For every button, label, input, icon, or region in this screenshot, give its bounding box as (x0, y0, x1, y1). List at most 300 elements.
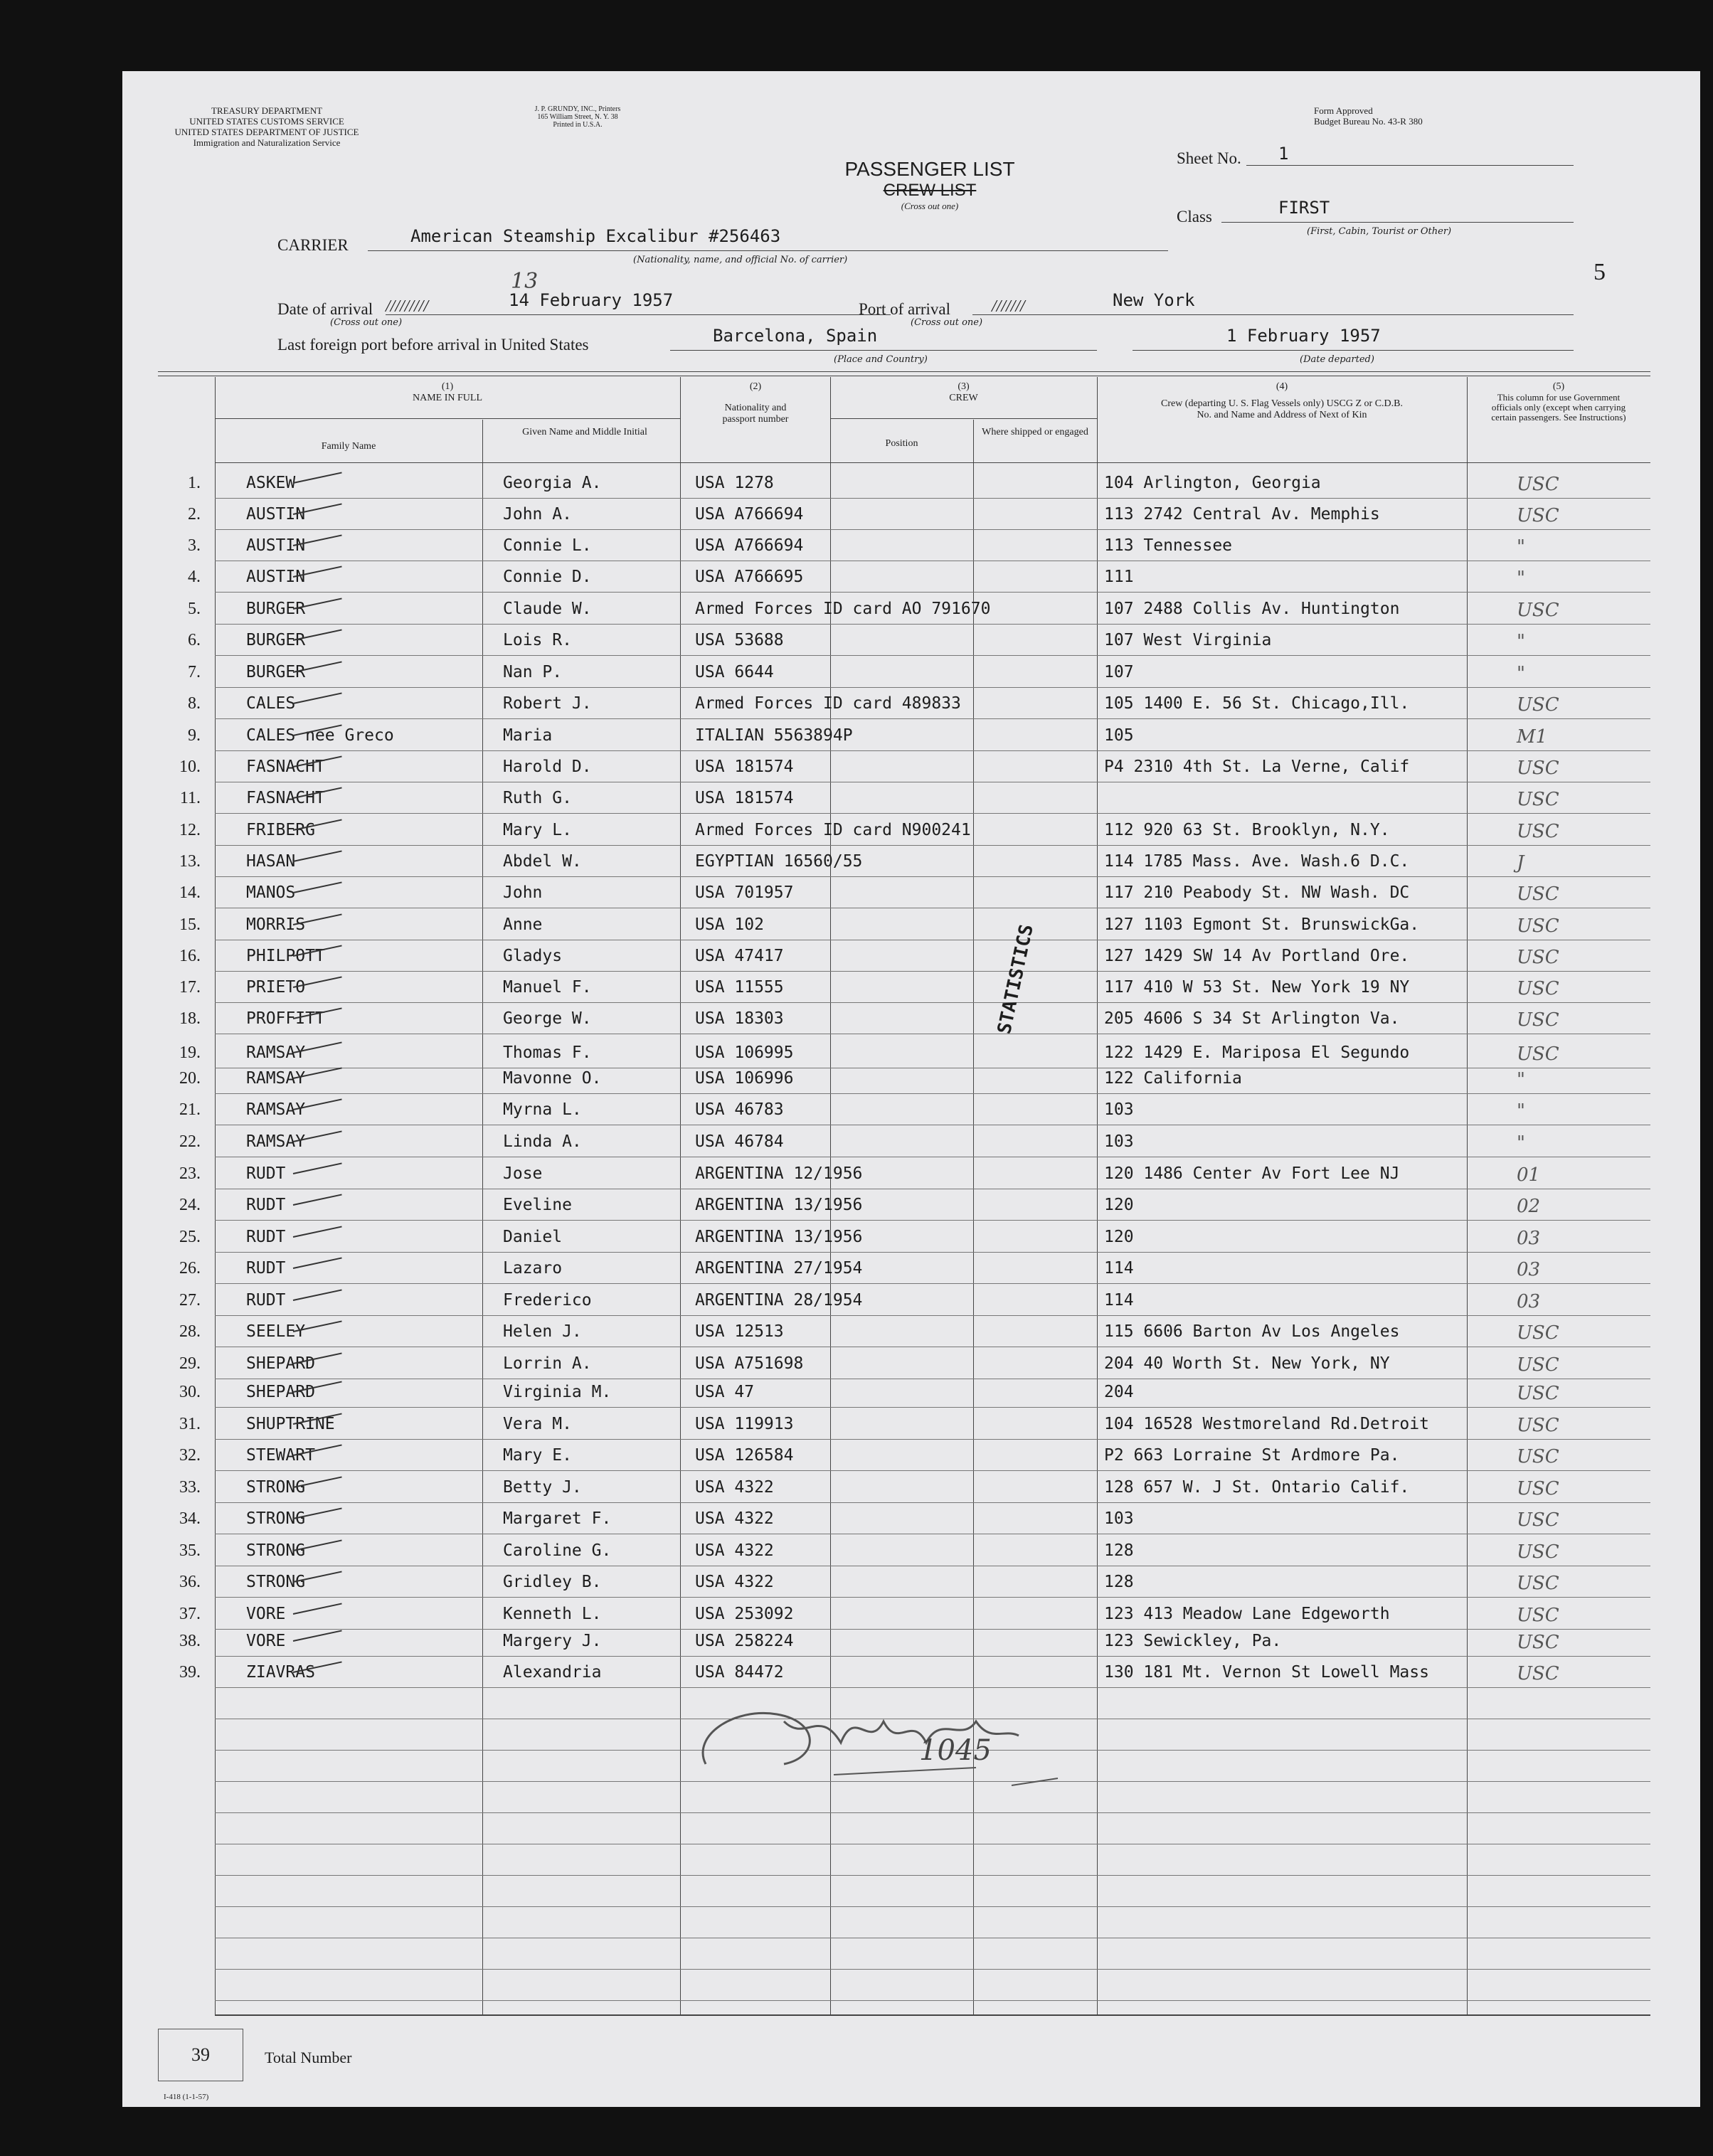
next-of-kin-address: 205 4606 S 34 St Arlington Va. (1104, 1009, 1400, 1028)
table-row (122, 1471, 1700, 1502)
next-of-kin-address: 107 2488 Collis Av. Huntington (1104, 600, 1400, 618)
table-row (122, 876, 1700, 908)
row-number: 35. (179, 1541, 201, 1560)
port-arrival-label: Port of arrival (859, 300, 951, 318)
carrier-value: American Steamship Excalibur #256463 (410, 226, 781, 246)
nationality-passport: USA 181574 (695, 758, 794, 776)
given-name: George W. (503, 1009, 592, 1028)
row-number: 34. (179, 1509, 201, 1528)
family-name: RAMSAY (246, 1044, 306, 1062)
next-of-kin-address: 103 (1104, 1100, 1134, 1119)
family-name: RAMSAY (246, 1100, 306, 1119)
manifest-sheet (122, 71, 1700, 2107)
last-port-label: Last foreign port before arrival in United States (277, 336, 589, 354)
given-name: Gladys (503, 947, 563, 965)
next-of-kin-address: 128 (1104, 1573, 1134, 1591)
next-of-kin-address: 120 1486 Center Av Fort Lee NJ (1104, 1164, 1400, 1183)
family-name: STRONG (246, 1541, 306, 1560)
form-number: I-418 (1-1-57) (164, 2093, 209, 2101)
class-value: FIRST (1278, 198, 1330, 218)
given-name: Myrna L. (503, 1100, 582, 1119)
agency-block (142, 105, 391, 148)
nationality-passport: USA 4322 (695, 1509, 774, 1528)
nationality-passport: USA A766694 (695, 505, 804, 524)
table-row (122, 1408, 1700, 1439)
given-name: Lois R. (503, 631, 572, 649)
given-name: Mary E. (503, 1446, 572, 1465)
next-of-kin-address: 105 (1104, 726, 1134, 745)
row-number: 16. (179, 947, 201, 965)
table-row (122, 719, 1700, 750)
given-name: Betty J. (503, 1478, 582, 1497)
table-row (122, 782, 1700, 813)
blank-row-rule (215, 2000, 1650, 2001)
table-row (122, 561, 1700, 592)
row-number: 31. (179, 1415, 201, 1433)
family-name: RUDT (246, 1228, 286, 1246)
nationality-passport: Armed Forces ID card 489833 (695, 694, 961, 713)
next-of-kin-address: 114 (1104, 1291, 1134, 1310)
form-approved-block (1314, 105, 1423, 127)
next-of-kin-address: 122 1429 E. Mariposa El Segundo (1104, 1044, 1410, 1062)
official-mark: USC (1517, 1415, 1559, 1436)
nationality-passport: USA 102 (695, 915, 764, 934)
row-number: 30. (179, 1383, 201, 1401)
title-cross-out: (Cross out one) (901, 201, 959, 211)
port-cross-out: (Cross out one) (911, 317, 983, 328)
family-name: RUDT (246, 1164, 286, 1183)
row-number: 25. (179, 1228, 201, 1246)
nationality-passport: USA 18303 (695, 1009, 784, 1028)
official-mark: USC (1517, 505, 1559, 526)
official-mark: USC (1517, 1573, 1559, 1594)
table-row (122, 1347, 1700, 1379)
next-of-kin-address: 104 Arlington, Georgia (1104, 474, 1321, 492)
official-mark: USC (1517, 1478, 1559, 1499)
table-row (122, 845, 1700, 876)
family-name: CALES (246, 694, 296, 713)
official-mark: USC (1517, 821, 1559, 842)
row-number: 2. (188, 505, 201, 524)
given-name: Helen J. (503, 1322, 582, 1341)
departed-caption: (Date departed) (1300, 354, 1374, 365)
row-number: 1. (188, 474, 201, 492)
next-of-kin-address: 105 1400 E. 56 St. Chicago,Ill. (1104, 694, 1410, 713)
nationality-passport: USA 1278 (695, 474, 774, 492)
family-name: ZIAVRAS (246, 1663, 315, 1682)
official-mark: USC (1517, 978, 1559, 999)
family-name: RAMSAY (246, 1132, 306, 1151)
family-name: SEELEY (246, 1322, 306, 1341)
given-name: Virginia M. (503, 1383, 612, 1401)
check-mark (293, 692, 342, 704)
row-number: 32. (179, 1446, 201, 1465)
col3-header (830, 381, 1097, 404)
nationality-passport: USA 53688 (695, 631, 784, 649)
next-of-kin-address: 122 California (1104, 1069, 1242, 1088)
official-mark: 01 (1517, 1164, 1541, 1186)
table-row (122, 1252, 1700, 1283)
next-of-kin-address: 123 413 Meadow Lane Edgeworth (1104, 1605, 1390, 1623)
official-mark: USC (1517, 947, 1559, 968)
given-name: Frederico (503, 1291, 592, 1310)
arrival-label: Date of arrival (277, 300, 373, 318)
family-name: FRIBERG (246, 821, 315, 839)
official-mark: USC (1517, 883, 1559, 905)
official-mark: M1 (1517, 726, 1548, 748)
check-mark (293, 1603, 342, 1615)
row-number: 6. (188, 631, 201, 649)
family-name: BURGER (246, 631, 306, 649)
given-name: Vera M. (503, 1415, 572, 1433)
title-block (816, 158, 1044, 212)
col4-number: (4) (1276, 381, 1288, 392)
table-row (122, 1625, 1700, 1656)
official-mark: 03 (1517, 1228, 1541, 1249)
printer-line-3: Printed in U.S.A. (553, 121, 603, 129)
row-number: 37. (179, 1605, 201, 1623)
table-row (122, 1439, 1700, 1470)
family-name: MANOS (246, 883, 296, 902)
official-mark: USC (1517, 1044, 1559, 1065)
agency-line-1: TREASURY DEPARTMENT (211, 105, 323, 116)
row-number: 15. (179, 915, 201, 934)
nationality-passport: USA 11555 (695, 978, 784, 997)
given-name: Gridley B. (503, 1573, 602, 1591)
given-name: Abdel W. (503, 852, 582, 871)
table-row (122, 1284, 1700, 1315)
official-mark: USC (1517, 694, 1559, 716)
official-mark: USC (1517, 1446, 1559, 1467)
family-name: PRIETO (246, 978, 306, 997)
table-row (122, 687, 1700, 718)
col-given-name-header: Given Name and Middle Initial (522, 427, 647, 437)
table-row (122, 1157, 1700, 1189)
nationality-passport: ARGENTINA 28/1954 (695, 1291, 863, 1310)
family-name: ASKEW (246, 474, 296, 492)
nationality-passport: ITALIAN 5563894P (695, 726, 853, 745)
nationality-passport: ARGENTINA 27/1954 (695, 1259, 863, 1278)
agency-line-3: UNITED STATES DEPARTMENT OF JUSTICE (174, 127, 359, 137)
official-mark: USC (1517, 600, 1559, 621)
next-of-kin-address: 107 West Virginia (1104, 631, 1272, 649)
row-number: 33. (179, 1478, 201, 1497)
class-caption: (First, Cabin, Tourist or Other) (1307, 226, 1452, 237)
row-number: 11. (179, 789, 201, 807)
col2-title: Nationality and passport number (722, 403, 789, 425)
nationality-passport: USA A751698 (695, 1354, 804, 1373)
col5-title: This column for use Government officials only (except when carrying certain passengers. See Instructions) (1491, 392, 1626, 423)
given-name: Georgia A. (503, 474, 602, 492)
next-of-kin-address: 120 (1104, 1228, 1134, 1246)
nationality-passport: USA 253092 (695, 1605, 794, 1623)
blank-row-rule (215, 1969, 1650, 1970)
table-row (122, 1534, 1700, 1566)
table-row (122, 1502, 1700, 1534)
next-of-kin-address: 114 (1104, 1259, 1134, 1278)
given-name: Manuel F. (503, 978, 592, 997)
nationality-passport: Armed Forces ID card N900241 (695, 821, 971, 839)
nationality-passport: USA 119913 (695, 1415, 794, 1433)
row-number: 19. (179, 1044, 201, 1062)
family-name: BURGER (246, 600, 306, 618)
blank-row-rule (215, 1812, 1650, 1813)
official-mark: USC (1517, 474, 1559, 495)
nationality-passport: EGYPTIAN 16560/55 (695, 852, 863, 871)
official-mark: " (1517, 1100, 1525, 1122)
row-number: 10. (179, 758, 201, 776)
nationality-passport: ARGENTINA 12/1956 (695, 1164, 863, 1183)
family-name: BURGER (246, 663, 306, 681)
official-mark: USC (1517, 1354, 1559, 1376)
sheet-no-label: Sheet No. (1177, 149, 1241, 167)
table-row (122, 467, 1700, 498)
next-of-kin-address: 127 1429 SW 14 Av Portland Ore. (1104, 947, 1410, 965)
arrival-correction: 13 (511, 269, 539, 294)
nationality-passport: USA 84472 (695, 1663, 784, 1682)
nationality-passport: USA 6644 (695, 663, 774, 681)
official-mark: " (1517, 568, 1525, 589)
row-number: 29. (179, 1354, 201, 1373)
col3-title: CREW (949, 393, 978, 403)
given-name: Claude W. (503, 600, 592, 618)
nationality-passport: USA 701957 (695, 883, 794, 902)
family-name: HASAN (246, 852, 296, 871)
check-mark (293, 1226, 342, 1238)
given-name: Harold D. (503, 758, 592, 776)
official-mark: USC (1517, 1509, 1559, 1531)
nationality-passport: Armed Forces ID card AO 791670 (695, 600, 991, 618)
row-number: 23. (179, 1164, 201, 1183)
family-name: FASNACHT (246, 758, 325, 776)
table-row (122, 1376, 1700, 1407)
official-mark: USC (1517, 789, 1559, 810)
table-row (122, 971, 1700, 1002)
official-mark: USC (1517, 1322, 1559, 1344)
given-name: Mary L. (503, 821, 572, 839)
row-number: 20. (179, 1069, 201, 1088)
official-mark: 03 (1517, 1291, 1541, 1312)
official-mark: " (1517, 536, 1525, 558)
row-number: 5. (188, 600, 201, 618)
arrival-value: 14 February 1957 (509, 290, 674, 310)
row-number: 24. (179, 1196, 201, 1214)
row-number: 22. (179, 1132, 201, 1151)
nationality-passport: ARGENTINA 13/1956 (695, 1228, 863, 1246)
check-mark (293, 881, 342, 893)
next-of-kin-address: 127 1103 Egmont St. BrunswickGa. (1104, 915, 1420, 934)
family-name: PROFFITT (246, 1009, 325, 1028)
next-of-kin-address: 103 (1104, 1132, 1134, 1151)
given-name: Daniel (503, 1228, 563, 1246)
table-row (122, 1002, 1700, 1034)
col5-number: (5) (1552, 381, 1565, 392)
table-row (122, 593, 1700, 624)
inspector-signature (677, 1679, 1076, 1793)
check-mark (293, 1162, 342, 1174)
nationality-passport: ARGENTINA 13/1956 (695, 1196, 863, 1214)
arrival-cross-out: (Cross out one) (330, 317, 403, 328)
family-name: AUSTIN (246, 505, 306, 524)
agency-line-4: Immigration and Naturalization Service (193, 137, 341, 148)
col-family-name-header: Family Name (321, 441, 376, 452)
family-name: RUDT (246, 1259, 286, 1278)
arrival-struck: ///////// (386, 297, 429, 316)
official-mark: USC (1517, 758, 1559, 779)
row-number: 7. (188, 663, 201, 681)
next-of-kin-address: 123 Sewickley, Pa. (1104, 1632, 1282, 1650)
col4-title: Crew (departing U. S. Flag Vessels only) USCG Z or C.D.B. No. and Name and Address of Next of Kin (1160, 398, 1403, 420)
next-of-kin-address: 117 210 Peabody St. NW Wash. DC (1104, 883, 1410, 902)
printer-block (492, 105, 663, 129)
nationality-passport: USA 181574 (695, 789, 794, 807)
row-number: 4. (188, 568, 201, 586)
row-number: 39. (179, 1663, 201, 1682)
family-name: SHEPARD (246, 1354, 315, 1373)
printer-line-1: J. P. GRUNDY, INC., Printers (534, 105, 621, 113)
next-of-kin-address: 113 Tennessee (1104, 536, 1233, 555)
budget-bureau: Budget Bureau No. 43-R 380 (1314, 116, 1423, 127)
last-port-caption: (Place and Country) (834, 354, 928, 365)
family-name: STEWART (246, 1446, 315, 1465)
official-mark: " (1517, 1069, 1525, 1090)
official-mark: " (1517, 663, 1525, 684)
given-name: Connie D. (503, 568, 592, 586)
table-row (122, 1093, 1700, 1125)
carrier-caption: (Nationality, name, and official No. of carrier) (633, 255, 848, 265)
row-number: 9. (188, 726, 201, 745)
table-row (122, 908, 1700, 940)
page-mark: 5 (1593, 259, 1606, 285)
total-label: Total Number (265, 2049, 352, 2066)
row-number: 17. (179, 978, 201, 997)
given-name: Nan P. (503, 663, 563, 681)
next-of-kin-address: 112 920 63 St. Brooklyn, N.Y. (1104, 821, 1390, 839)
col2-header (684, 381, 827, 425)
official-mark: USC (1517, 1541, 1559, 1563)
title-passenger-list: PASSENGER LIST (844, 158, 1015, 180)
table-row (122, 1221, 1700, 1252)
family-name: RUDT (246, 1196, 286, 1214)
col-where-shipped-header: Where shipped or engaged (982, 427, 1088, 437)
next-of-kin-address: 113 2742 Central Av. Memphis (1104, 505, 1380, 524)
check-mark (293, 850, 342, 862)
given-name: Ruth G. (503, 789, 572, 807)
agency-line-2: UNITED STATES CUSTOMS SERVICE (189, 116, 344, 127)
next-of-kin-address: 204 (1104, 1383, 1134, 1401)
nationality-passport: USA 12513 (695, 1322, 784, 1341)
official-mark: USC (1517, 1009, 1559, 1031)
family-name: FASNACHT (246, 789, 325, 807)
table-row (122, 1566, 1700, 1597)
nationality-passport: USA 106995 (695, 1044, 794, 1062)
given-name: John A. (503, 505, 572, 524)
col-position-header: Position (885, 438, 918, 449)
family-name: MORRIS (246, 915, 306, 934)
table-row (122, 1189, 1700, 1220)
next-of-kin-address: 115 6606 Barton Av Los Angeles (1104, 1322, 1400, 1341)
next-of-kin-address: P4 2310 4th St. La Verne, Calif (1104, 758, 1410, 776)
official-mark: USC (1517, 915, 1559, 937)
nationality-passport: USA 46784 (695, 1132, 784, 1151)
row-number: 21. (179, 1100, 201, 1119)
row-number: 3. (188, 536, 201, 555)
col1-header (215, 381, 680, 404)
family-name: RAMSAY (246, 1069, 306, 1088)
table-row (122, 624, 1700, 655)
printer-line-2: 165 William Street, N. Y. 38 (537, 113, 618, 121)
next-of-kin-address: 114 1785 Mass. Ave. Wash.6 D.C. (1104, 852, 1410, 871)
given-name: Caroline G. (503, 1541, 612, 1560)
table-row (122, 1125, 1700, 1157)
col2-number: (2) (749, 381, 762, 392)
given-name: Thomas F. (503, 1044, 592, 1062)
total-value: 39 (191, 2044, 210, 2065)
nationality-passport: USA A766695 (695, 568, 804, 586)
col3-number: (3) (958, 381, 970, 392)
family-name: AUSTIN (246, 536, 306, 555)
departed-value: 1 February 1957 (1226, 326, 1381, 346)
family-name: AUSTIN (246, 568, 306, 586)
nationality-passport: USA 47 (695, 1383, 755, 1401)
row-number: 18. (179, 1009, 201, 1028)
table-row (122, 498, 1700, 529)
table-row (122, 940, 1700, 971)
signature-note: 1045 (919, 1734, 992, 1767)
family-name: STRONG (246, 1509, 306, 1528)
next-of-kin-address: 204 40 Worth St. New York, NY (1104, 1354, 1390, 1373)
check-mark (293, 1289, 342, 1301)
table-row (122, 1315, 1700, 1347)
next-of-kin-address: 117 410 W 53 St. New York 19 NY (1104, 978, 1410, 997)
given-name: Lorrin A. (503, 1354, 592, 1373)
next-of-kin-address: 128 657 W. J St. Ontario Calif. (1104, 1478, 1410, 1497)
family-name: VORE (246, 1632, 286, 1650)
table-row (122, 750, 1700, 782)
nationality-passport: USA 126584 (695, 1446, 794, 1465)
given-name: Connie L. (503, 536, 592, 555)
given-name: Margery J. (503, 1632, 602, 1650)
check-mark (293, 472, 342, 484)
given-name: John (503, 883, 543, 902)
check-mark (293, 1630, 342, 1642)
next-of-kin-address: 128 (1104, 1541, 1134, 1560)
given-name: Margaret F. (503, 1509, 612, 1528)
given-name: Maria (503, 726, 553, 745)
family-name: STRONG (246, 1573, 306, 1591)
next-of-kin-address: 104 16528 Westmoreland Rd.Detroit (1104, 1415, 1429, 1433)
official-mark: USC (1517, 1605, 1559, 1626)
nationality-passport: USA 258224 (695, 1632, 794, 1650)
table-row (122, 814, 1700, 845)
nationality-passport: USA 106996 (695, 1069, 794, 1088)
row-number: 26. (179, 1259, 201, 1278)
total-box (158, 2029, 243, 2081)
next-of-kin-address: P2 663 Lorraine St Ardmore Pa. (1104, 1446, 1400, 1465)
nationality-passport: USA 4322 (695, 1573, 774, 1591)
given-name: Alexandria (503, 1663, 602, 1682)
last-port-value: Barcelona, Spain (713, 326, 878, 346)
col4-header (1097, 381, 1467, 421)
nationality-passport: USA 4322 (695, 1478, 774, 1497)
class-label: Class (1177, 208, 1212, 225)
given-name: Anne (503, 915, 543, 934)
sheet-no-value: 1 (1278, 144, 1289, 164)
official-mark: USC (1517, 1632, 1559, 1653)
row-number: 36. (179, 1573, 201, 1591)
row-number: 8. (188, 694, 201, 713)
check-mark (293, 1257, 342, 1269)
